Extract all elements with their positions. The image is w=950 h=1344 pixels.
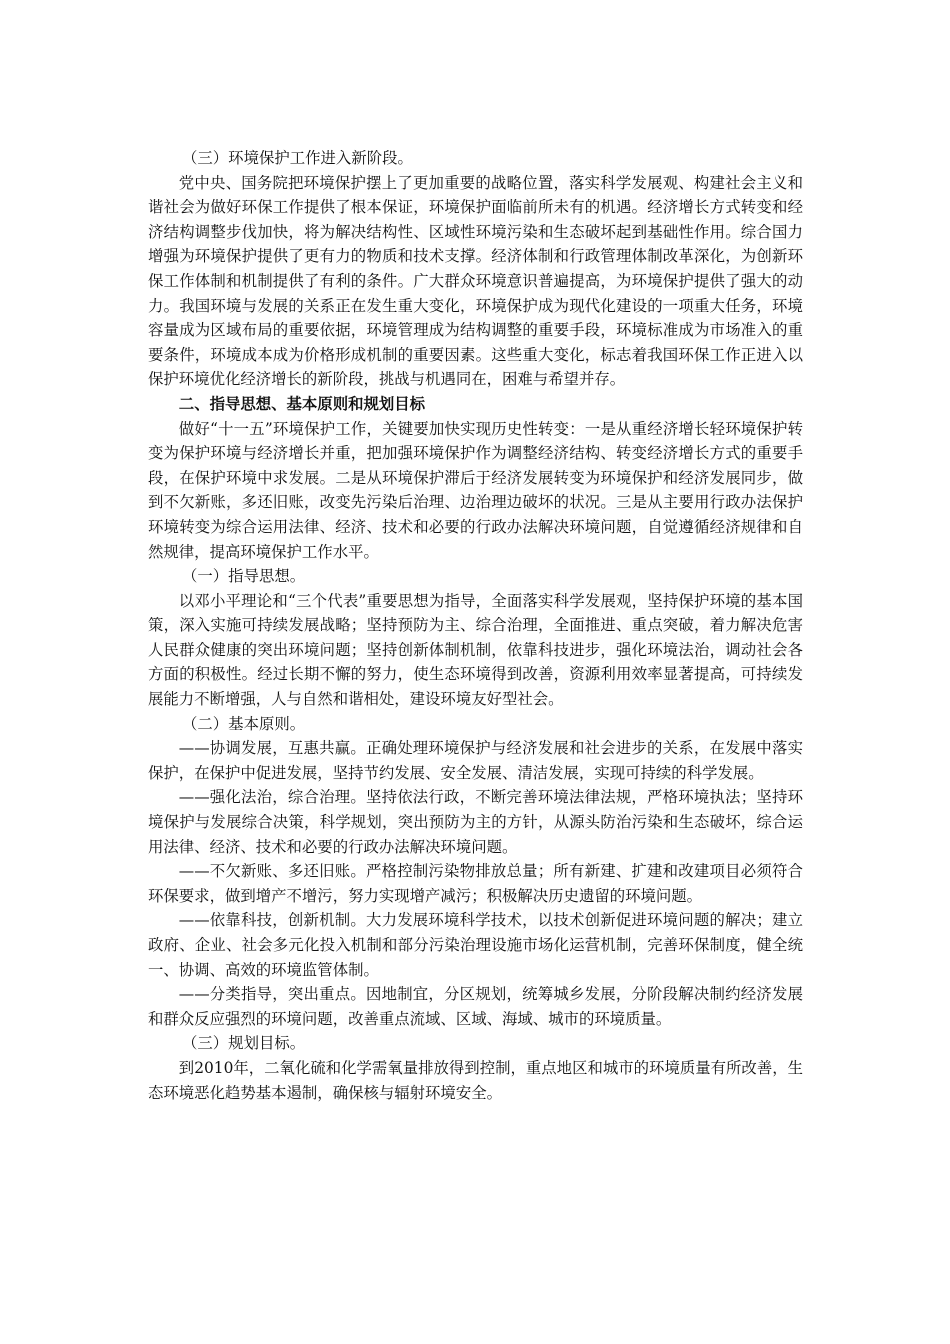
subheading-new-stage: （三）环境保护工作进入新阶段。 [182, 149, 413, 167]
principle-coordinated-development: ——协调发展，互惠共赢。正确处理环境保护与经济发展和社会进步的关系，在发展中落实保护，在保护中促进发展，坚持节约发展、安全发展、清洁发展，实现可持续的科学发展。 [148, 739, 803, 782]
paragraph-planning-targets: 到2010年，二氧化硫和化学需氧量排放得到控制，重点地区和城市的环境质量有所改善，生态环境恶化趋势基本遏制，确保核与辐射环境安全。 [148, 1058, 803, 1102]
subheading-guiding-ideology: （一）指导思想。 [182, 567, 306, 586]
document-body [148, 146, 803, 1105]
principle-no-new-debt: ——不欠新账、多还旧账。严格控制污染物排放总量；所有新建、扩建和改建项目必须符合环保要求，做到增产不增污，努力实现增产减污；积极解决历史遗留的环境问题。 [148, 862, 803, 905]
principle-classified-guidance: ——分类指导，突出重点。因地制宜，分区规划，统筹城乡发展，分阶段解决制约经济发展和群众反应强烈的环境问题，改善重点流域、区域、海域、城市的环境质量。 [148, 985, 803, 1028]
subheading-planning-targets: （三）规划目标。 [182, 1034, 306, 1053]
paragraph-new-stage: 党中央、国务院把环境保护摆上了更加重要的战略位置，落实科学发展观、构建社会主义和谐社会为做好环保工作提供了根本保证，环境保护面临前所未有的机遇。经济增长方式转变和经济结构调整步伐加快，将为解决结构性、区域性环境污染和生态破坏起到基础性作用。综合国力增强为环境保护提供了更有力的物质和技术支撑。经济体制和行政管理体制改革深化，为创新环保工作体制和机制提供了有利的条件。广大群众环境意识普遍提高，为环境保护提供了强大的动力。我国环境与发展的关系正在发生重大变化，环境保护成为现代化建设的一项重大任务，环境容量成为区域布局的重要依据，环境管理成为结构调整的重要手段，环境标准成为市场准入的重要条件，环境成本成为价格形成机制的重要因素。这些重大变化，标志着我国环保工作正进入以保护环境优化经济增长的新阶段，挑战与机遇同在，困难与希望并存。 [148, 173, 803, 389]
paragraph-guiding-ideology: 以邓小平理论和“三个代表”重要思想为指导，全面落实科学发展观，坚持保护环境的基本国策，深入实施可持续发展战略；坚持预防为主、综合治理，全面推进、重点突破，着力解决危害人民群众健康的突出环境问题；坚持创新体制机制，依靠科技进步，强化环境法治，调动社会各方面的积极性。经过长期不懈的努力，使生态环境得到改善，资源利用效率显著提高，可持续发展能力不断增强，人与自然和谐相处，建设环境友好型社会。 [148, 591, 803, 709]
subheading-basic-principles: （二）基本原则。 [182, 714, 306, 733]
principle-science-innovation: ——依靠科技，创新机制。大力发展环境科学技术，以技术创新促进环境问题的解决；建立政府、企业、社会多元化投入机制和部分污染治理设施市场化运营机制，完善环保制度，健全统一、协调、高效的环境监管体制。 [148, 911, 803, 979]
paragraph-historic-transition: 做好“十一五”环境保护工作，关键要加快实现历史性转变：一是从重经济增长轻环境保护转变为保护环境与经济增长并重，把加强环境保护作为调整经济结构、转变经济增长方式的重要手段，在保护环境中求发展。二是从环境保护滞后于经济发展转变为环境保护和经济发展同步，做到不欠新账，多还旧账，改变先污染后治理、边治理边破坏的状况。三是从主要用行政办法保护环境转变为综合运用法律、经济、技术和必要的行政办法解决环境问题，自觉遵循经济规律和自然规律，提高环境保护工作水平。 [148, 419, 803, 561]
principle-rule-of-law: ——强化法治，综合治理。坚持依法行政，不断完善环境法律法规，严格环境执法；坚持环境保护与发展综合决策，科学规划，突出预防为主的方针，从源头防治污染和生态破坏，综合运用法律、经济、技术和必要的行政办法解决环境问题。 [148, 788, 803, 856]
section-heading-guiding-principles: 二、指导思想、基本原则和规划目标 [178, 394, 426, 413]
